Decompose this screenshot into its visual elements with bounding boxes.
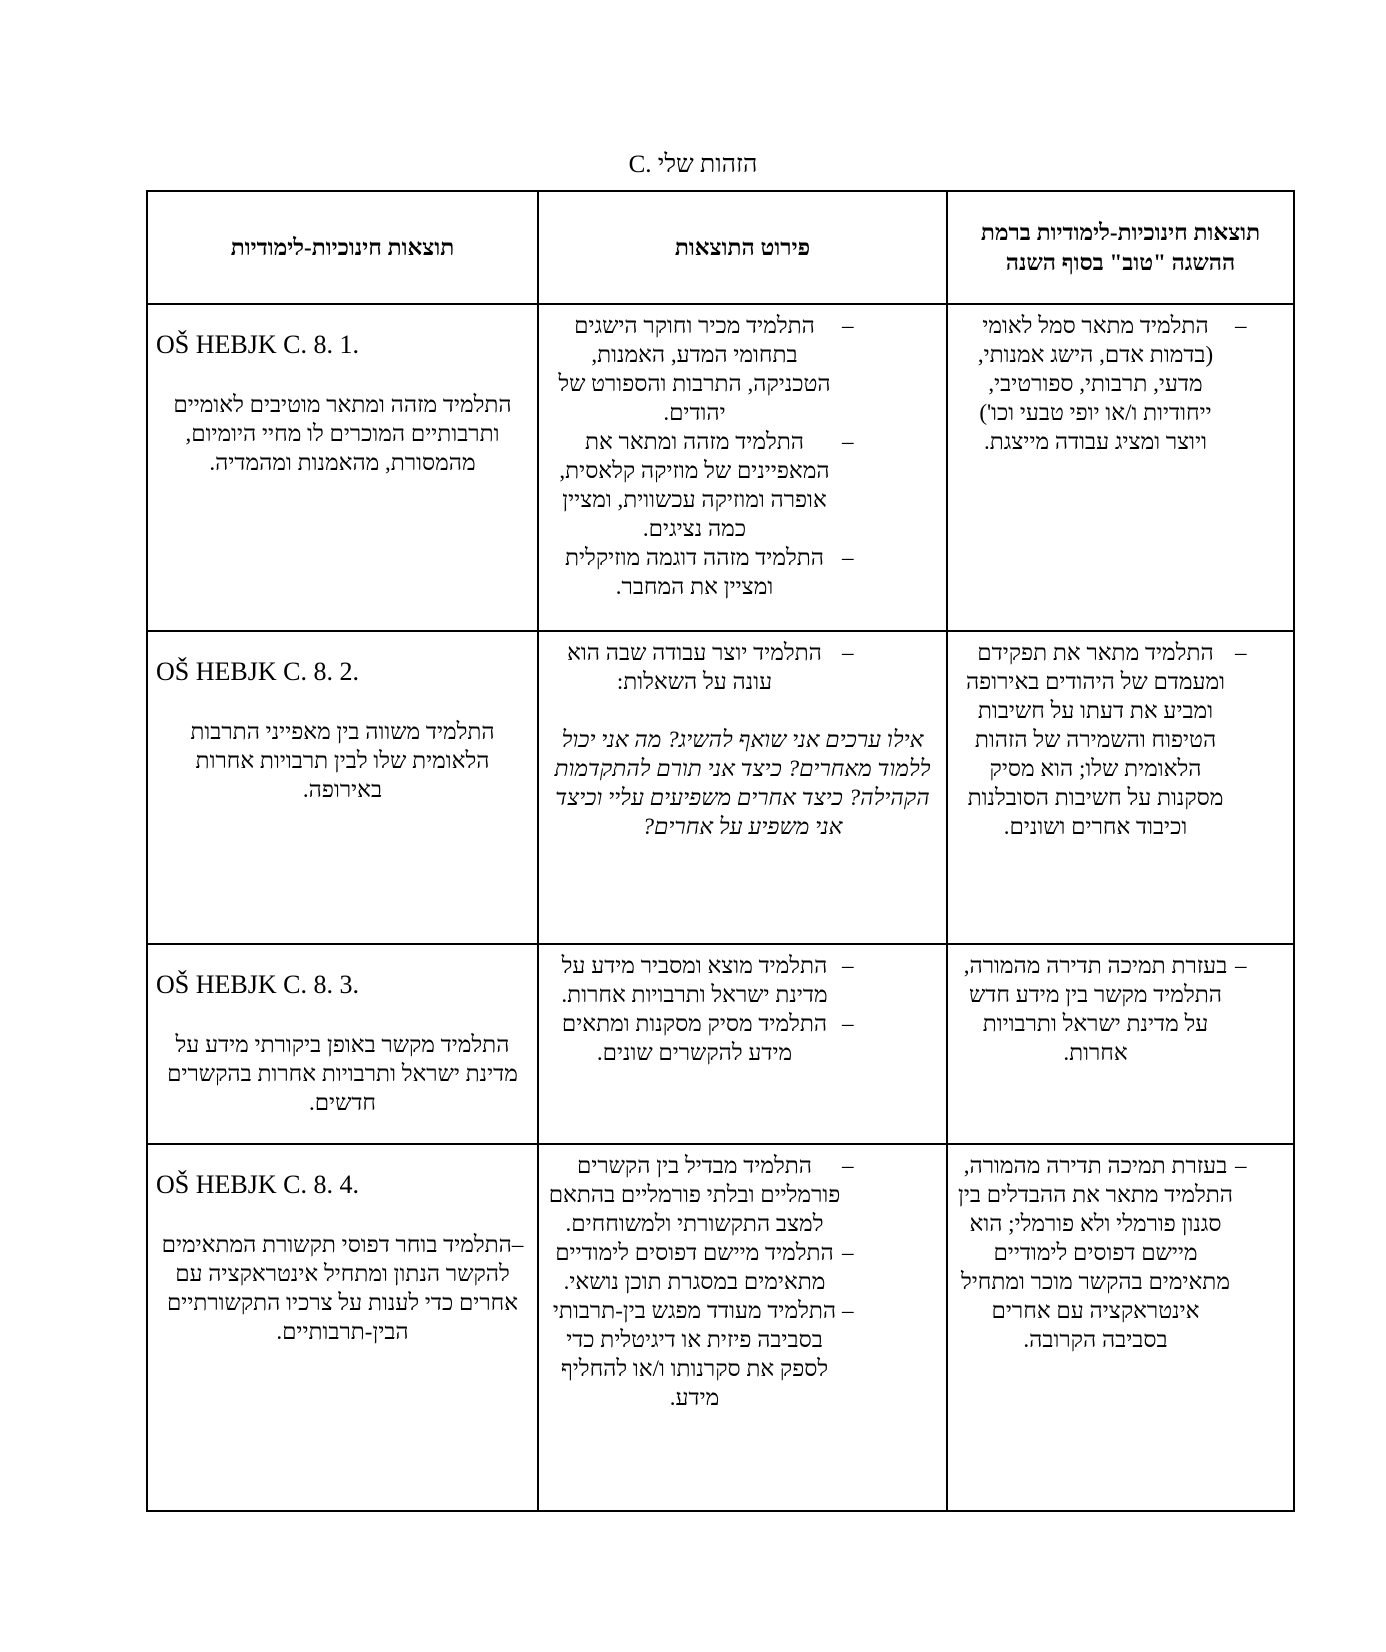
page-title: C. הזהות שלי <box>628 151 758 178</box>
list-item <box>956 1151 1285 1354</box>
table-row <box>147 304 1294 631</box>
table-row <box>147 1144 1294 1511</box>
outcome-description: התלמיד משווה בין מאפייני התרבות הלאומית שלו לבין תרבויות אחרות באירופה. <box>190 719 495 802</box>
outcome-code: OŠ HEBJK C. 8. 2. <box>156 657 359 686</box>
column-header-outcomes: תוצאות חינוכיות-לימודיות <box>147 191 538 304</box>
dash-bullet: – <box>842 429 854 454</box>
cell-good-level <box>947 304 1294 631</box>
dash-bullet: – <box>842 640 854 665</box>
list-item <box>547 1009 938 1067</box>
list-item <box>547 1151 938 1238</box>
list-item <box>547 951 938 1009</box>
cell-outcomes <box>147 944 538 1144</box>
bullet-text: התלמיד מזהה דוגמה מוזיקלית ומציין את המחבר. <box>565 545 824 599</box>
column-header-good-level: תוצאות חינוכיות-לימודיות ברמת ההשגה "טוב" בסוף השנה <box>947 191 1294 304</box>
list-item <box>547 427 938 543</box>
table-row <box>147 631 1294 944</box>
bullet-text: התלמיד מכיר וחוקר הישגים בתחומי המדע, האמנות, הטכניקה, התרבות והספורט של יהודים. <box>558 313 831 425</box>
table-row <box>147 944 1294 1144</box>
list-item <box>956 311 1285 456</box>
dash-bullet: – <box>842 953 854 978</box>
list-item <box>956 638 1285 841</box>
cell-good-level <box>947 1144 1294 1511</box>
list-item <box>547 543 938 601</box>
column-header-details: פירוט התוצאות <box>538 191 947 304</box>
questions-note: אילו ערכים אני שואף להשיג? מה אני יכול ללמוד מאחרים? כיצד אני תורם להתקדמות הקהילה? כיצד אחרים משפיעים עליי וכיצד אני משפיע על אחרים? <box>554 727 931 839</box>
cell-details <box>538 1144 947 1511</box>
list-item <box>956 951 1285 1067</box>
bullet-text: התלמיד מזהה ומתאר את המאפיינים של מוזיקה קלאסית, אופרה ומוזיקה עכשווית, ומציין כמה נציגים. <box>559 429 830 541</box>
outcome-code: OŠ HEBJK C. 8. 1. <box>156 330 359 359</box>
dash-bullet: – <box>842 1011 854 1036</box>
cell-outcomes <box>147 304 538 631</box>
cell-good-level <box>947 944 1294 1144</box>
dash-bullet: – <box>842 1298 854 1323</box>
list-item <box>547 1296 938 1412</box>
bullet-text: בעזרת תמיכה תדירה מהמורה, התלמיד מתאר את ההבדלים בין סגנון פורמלי ולא פורמלי; הוא מיישם דפוסים לימודיים מתאימים בהקשר מוכר ומתחיל אינטראקציה עם אחרים בסביבה הקרובה. <box>957 1153 1234 1352</box>
dash-bullet: – <box>1235 313 1247 338</box>
outcome-description: –התלמיד בוחר דפוסי תקשורת המתאימים להקשר הנתון ומתחיל אינטראקציה עם אחרים כדי לענות על צרכיו התקשורתיים הבין-תרבותיים. <box>161 1232 524 1344</box>
bullet-text: התלמיד מעודד מפגש בין-תרבותי בסביבה פיזית או דיגיטלית כדי לספק את סקרנותו ו/או להחליף מידע. <box>552 1298 837 1410</box>
dash-bullet: – <box>1235 953 1247 978</box>
cell-details <box>538 631 947 944</box>
outcome-code: OŠ HEBJK C. 8. 3. <box>156 970 359 999</box>
cell-outcomes <box>147 1144 538 1511</box>
bullet-text: התלמיד מבדיל בין הקשרים פורמליים ובלתי פורמליים בהתאם למצב התקשורתי ולמשוחחים. <box>548 1153 841 1236</box>
bullet-text: התלמיד מסיק מסקנות ומתאים מידע להקשרים שונים. <box>561 1011 828 1065</box>
dash-bullet: – <box>842 313 854 338</box>
bullet-text: התלמיד מתאר את תפקידם ומעמדם של היהודים באירופה ומביע את דעתו על חשיבות הטיפוח והשמירה של הזהות הלאומית שלו; הוא מסיק מסקנות על חשיבות הסובלנות וכיבוד אחרים ושונים. <box>965 640 1226 839</box>
bullet-text: בעזרת תמיכה תדירה מהמורה, התלמיד מקשר בין מידע חדש על מדינת ישראל ותרבויות אחרות. <box>963 953 1228 1065</box>
bullet-text: התלמיד מתאר סמל לאומי (בדמות אדם, הישג אמנותי, מדעי, תרבותי, ספורטיבי, ייחודיות ו/או יופי טבעי וכו') ויוצר ומציג עבודה מייצגת. <box>977 313 1214 454</box>
list-item <box>547 311 938 427</box>
cell-outcomes <box>147 631 538 944</box>
cell-details <box>538 304 947 631</box>
bullet-text: התלמיד יוצר עבודה שבה הוא עונה על השאלות: <box>567 640 822 694</box>
list-item <box>547 1238 938 1296</box>
cell-details <box>538 944 947 1144</box>
dash-bullet: – <box>1235 640 1247 665</box>
bullet-text: התלמיד מוצא ומסביר מידע על מדינת ישראל ותרבויות אחרות. <box>561 953 828 1007</box>
header-row <box>147 191 1294 304</box>
bullet-text: התלמיד מיישם דפוסים לימודיים מתאימים במסגרת תוכן נושאי. <box>555 1240 834 1294</box>
results-table <box>146 190 1295 1512</box>
dash-bullet: – <box>1235 1153 1247 1178</box>
outcome-description: התלמיד מקשר באופן ביקורתי מידע על מדינת ישראל ותרבויות אחרות בהקשרים חדשים. <box>167 1032 518 1115</box>
dash-bullet: – <box>842 1153 854 1178</box>
outcome-description: התלמיד מזהה ומתאר מוטיבים לאומיים ותרבותיים המוכרים לו מחיי היומיום, מהמסורת, מהאמנות ומהמדיה. <box>173 392 512 475</box>
list-item <box>547 638 938 696</box>
cell-good-level <box>947 631 1294 944</box>
dash-bullet: – <box>842 545 854 570</box>
dash-bullet: – <box>842 1240 854 1265</box>
outcome-code: OŠ HEBJK C. 8. 4. <box>156 1170 359 1199</box>
